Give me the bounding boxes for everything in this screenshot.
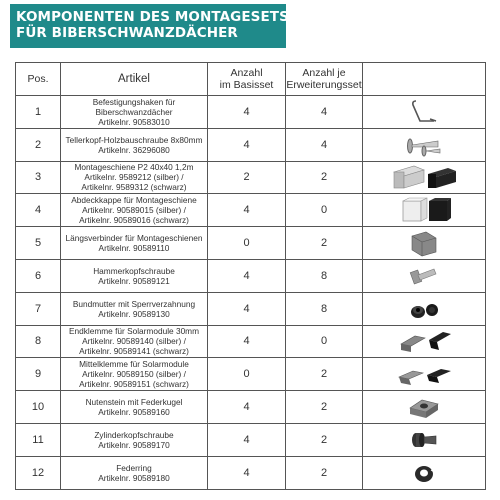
col-header-erweiterungsset [286, 63, 363, 96]
row-artikel [61, 423, 208, 456]
artikel-line: Artikelnr. 36296080 [98, 144, 170, 155]
row-erweiterungsset-count: 4 [286, 96, 363, 129]
row-artikel [61, 456, 208, 489]
row-image [363, 292, 486, 325]
row-basisset-count: 4 [208, 292, 286, 325]
table-row [16, 161, 486, 194]
row-erweiterungsset-count: 2 [286, 391, 363, 424]
row-erweiterungsset-count: 0 [286, 194, 363, 227]
artikel-line: Artikelnr. 9589312 (schwarz) [81, 182, 187, 193]
row-artikel [61, 292, 208, 325]
col-header-basisset-line2: im Basisset [219, 79, 274, 91]
row-artikel [61, 259, 208, 292]
row-basisset-count: 0 [208, 227, 286, 260]
row-image [363, 456, 486, 489]
artikel-line: Artikelnr. 90589130 [98, 308, 170, 319]
artikel-line: Artikelnr. 90589160 [98, 407, 170, 418]
artikel-line: Federring [116, 462, 152, 473]
row-artikel [61, 128, 208, 161]
flange-nut-icon [363, 294, 485, 324]
artikel-line: Artikelnr. 90589141 (schwarz) [79, 346, 189, 357]
row-basisset-count: 4 [208, 325, 286, 358]
artikel-line: Abdeckkappe für Montageschiene [71, 195, 197, 206]
row-artikel [61, 227, 208, 260]
row-pos: 4 [16, 194, 61, 227]
row-erweiterungsset-count: 0 [286, 325, 363, 358]
row-image [363, 423, 486, 456]
row-basisset-count: 4 [208, 456, 286, 489]
row-pos: 5 [16, 227, 61, 260]
row-artikel [61, 161, 208, 194]
rail-connector-icon [363, 228, 485, 258]
row-artikel [61, 358, 208, 391]
row-erweiterungsset-count: 2 [286, 456, 363, 489]
row-image [363, 227, 486, 260]
artikel-line: Bundmutter mit Sperrverzahnung [72, 298, 196, 309]
artikel-line: Artikelnr. 90583010 [98, 116, 170, 127]
artikel-line: Artikelnr. 90589016 (schwarz) [79, 215, 189, 226]
row-image [363, 128, 486, 161]
table-row [16, 423, 486, 456]
row-basisset-count: 0 [208, 358, 286, 391]
col-header-basisset [208, 63, 286, 96]
row-pos: 11 [16, 423, 61, 456]
artikel-line: Längsverbinder für Montageschienen [65, 233, 203, 244]
hammer-head-bolt-icon [363, 261, 485, 291]
artikel-line: Artikelnr. 90589110 [98, 243, 170, 254]
col-header-erweiterungsset-line2: Erweiterungsset [286, 79, 362, 91]
col-header-erweiterungsset-line1: Anzahl je [302, 67, 346, 79]
table-header-row [16, 63, 486, 96]
row-pos: 3 [16, 161, 61, 194]
artikel-line: Artikelnr. 90589150 (silber) / [82, 369, 186, 380]
table-row [16, 358, 486, 391]
artikel-line: Montageschiene P2 40x40 1,2m [74, 162, 194, 173]
row-image [363, 259, 486, 292]
row-image [363, 161, 486, 194]
artikel-line: Artikelnr. 90589121 [98, 275, 170, 286]
artikel-line: Befestigungshaken für Biberschwanzdächer [92, 96, 176, 117]
title-line-1: KOMPONENTEN DES MONTAGESETS - [16, 9, 300, 25]
row-basisset-count: 4 [208, 96, 286, 129]
row-basisset-count: 4 [208, 128, 286, 161]
row-image [363, 358, 486, 391]
table-row [16, 259, 486, 292]
row-artikel [61, 194, 208, 227]
row-pos: 9 [16, 358, 61, 391]
row-erweiterungsset-count: 2 [286, 227, 363, 260]
artikel-line: Artikelnr. 90589151 (schwarz) [79, 379, 189, 390]
col-header-pos: Pos. [16, 63, 61, 96]
row-pos: 10 [16, 391, 61, 424]
row-pos: 7 [16, 292, 61, 325]
table-row [16, 227, 486, 260]
col-header-image [363, 63, 486, 96]
artikel-line: Artikelnr. 90589140 (silber) / [82, 336, 186, 347]
row-basisset-count: 4 [208, 423, 286, 456]
artikel-line: Mittelklemme für Solarmodule [79, 359, 189, 370]
row-basisset-count: 4 [208, 259, 286, 292]
col-header-basisset-line1: Anzahl [230, 67, 263, 79]
table-row [16, 325, 486, 358]
end-cap-icon [363, 195, 485, 225]
table-row [16, 391, 486, 424]
row-erweiterungsset-count: 8 [286, 259, 363, 292]
row-basisset-count: 2 [208, 161, 286, 194]
row-image [363, 391, 486, 424]
artikel-line: Nutenstein mit Federkugel [85, 397, 183, 408]
row-basisset-count: 4 [208, 194, 286, 227]
row-pos: 1 [16, 96, 61, 129]
row-pos: 2 [16, 128, 61, 161]
artikel-line: Endklemme für Solarmodule 30mm [68, 326, 200, 337]
title-line-2: FÜR BIBERSCHWANZDÄCHER [16, 25, 238, 41]
row-erweiterungsset-count: 8 [286, 292, 363, 325]
table-row [16, 456, 486, 489]
components-table [15, 62, 486, 490]
row-erweiterungsset-count: 2 [286, 161, 363, 194]
spring-washer-icon [363, 458, 485, 488]
row-artikel [61, 391, 208, 424]
row-pos: 8 [16, 325, 61, 358]
row-image [363, 325, 486, 358]
table-row [16, 128, 486, 161]
title-banner [10, 4, 300, 48]
row-basisset-count: 4 [208, 391, 286, 424]
row-pos: 12 [16, 456, 61, 489]
artikel-line: Artikelnr. 90589180 [98, 472, 170, 483]
end-clamp-icon [363, 326, 485, 356]
row-image [363, 96, 486, 129]
table-row [16, 96, 486, 129]
artikel-line: Zylinderkopfschraube [94, 429, 174, 440]
artikel-line: Hammerkopfschraube [93, 265, 175, 276]
mounting-rail-icon [363, 162, 485, 192]
row-artikel [61, 96, 208, 129]
slot-nut-icon [363, 392, 485, 422]
table-row [16, 194, 486, 227]
row-erweiterungsset-count: 2 [286, 358, 363, 391]
row-image [363, 194, 486, 227]
row-artikel [61, 325, 208, 358]
artikel-line: Artikelnr. 9589212 (silber) / [84, 172, 184, 183]
roof-hook-icon [363, 97, 485, 127]
artikel-line: Tellerkopf-Holzbauschraube 8x80mm [65, 134, 203, 145]
row-erweiterungsset-count: 4 [286, 128, 363, 161]
table-row [16, 292, 486, 325]
row-pos: 6 [16, 259, 61, 292]
artikel-line: Artikelnr. 90589015 (silber) / [82, 205, 186, 216]
cylinder-head-screw-icon [363, 425, 485, 455]
artikel-line: Artikelnr. 90589170 [98, 439, 170, 450]
middle-clamp-icon [363, 359, 485, 389]
col-header-artikel: Artikel [61, 63, 208, 96]
wood-screw-icon [363, 130, 485, 160]
row-erweiterungsset-count: 2 [286, 423, 363, 456]
